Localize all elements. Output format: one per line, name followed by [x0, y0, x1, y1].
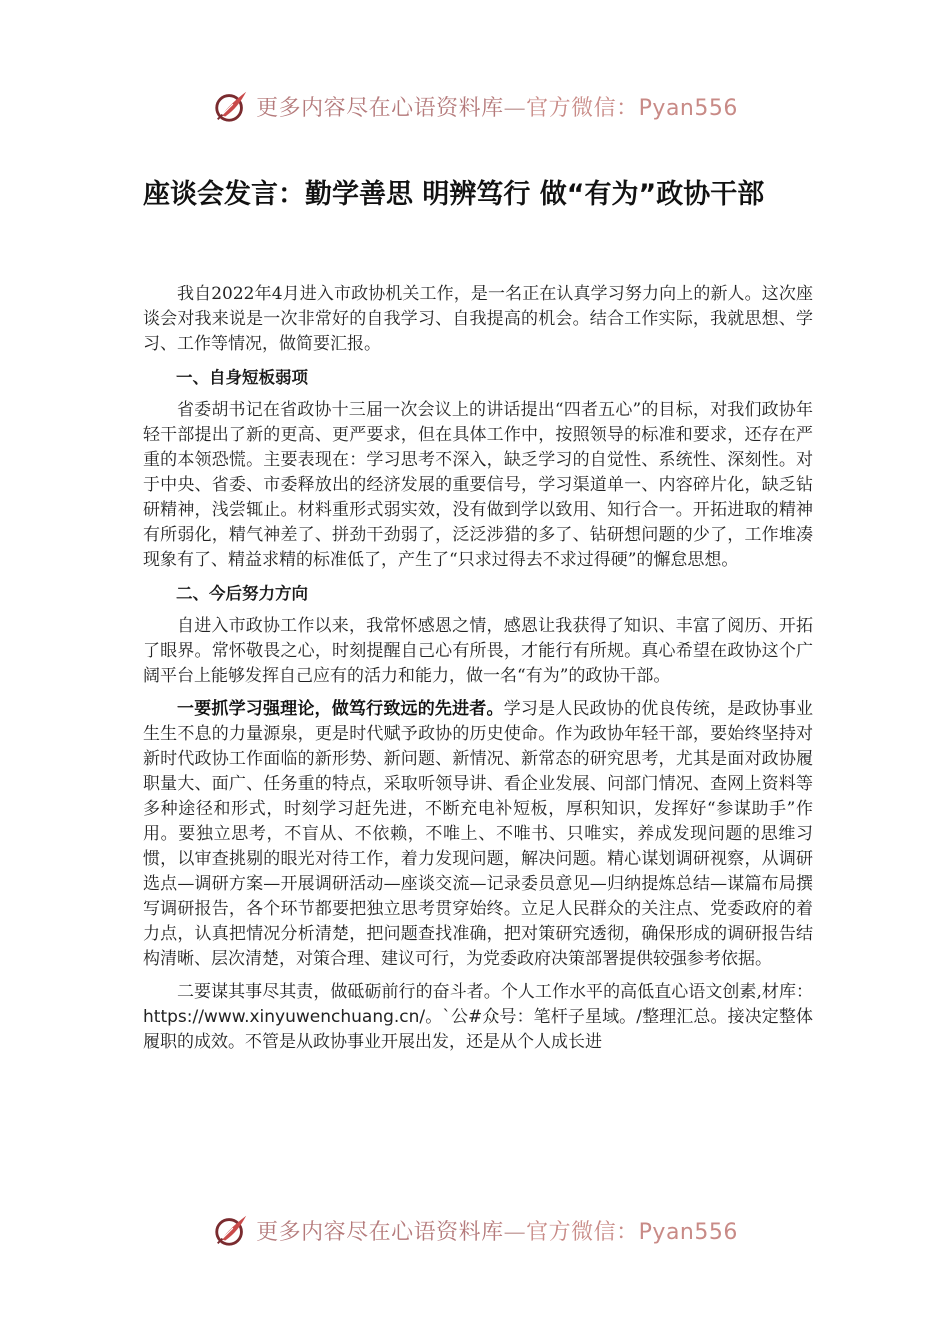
quill-pen-logo-icon: [212, 1211, 250, 1249]
point-one-paragraph: [143, 697, 813, 972]
watermark-wechat-id: Pyan556: [638, 1219, 738, 1245]
header-watermark-banner: [0, 84, 950, 128]
point-one-body: 学习是人民政协的优良传统，是政协事业生生不息的力量源泉，更是时代赋予政协的历史使命。作为政协年轻干部，要始终坚持对新时代政协工作面临的新形势、新问题、新情况、新常态的研究思考，尤其是面对政协履职量大、面广、任务重的特点，采取听领导讲、看企业发展、问部门情况、查网上资料等多种途径和形式，时刻学习赶先进，不断充电补短板，厚积知识，发挥好“参谋助手”作用。要独立思考，不盲从、不依赖，不唯上、不唯书、只唯实，养成发现问题的思维习惯，以审查挑剔的眼光对待工作，着力发现问题，解决问题。精心谋划调研视察，从调研选点—调研方案—开展调研活动—座谈交流—记录委员意见—归纳提炼总结—谋篇布局撰写调研报告，各个环节都要把独立思考贯穿始终。立足人民群众的关注点、党委政府的着力点，认真把情况分析清楚，把问题查找准确，把对策研究透彻，确保形成的调研报告结构清晰、层次清楚，对策合理、建议可行，为党委政府决策部署提供较强参考依据。: [143, 699, 814, 969]
watermark-text: [256, 91, 738, 122]
weaknesses-paragraph: 省委胡书记在省政协十三届一次会议上的讲话提出“四者五心”的目标，对我们政协年轻干部提出了新的更高、更严要求，但在具体工作中，按照领导的标准和要求，还存在严重的本领恐慌。主要表现在：学习思考不深入，缺乏学习的自觉性、系统性、深刻性。对于中央、省委、市委释放出的经济发展的重要信号，学习渠道单一、内容碎片化，缺乏钻研精神，浅尝辄止。材料重形式弱实效，没有做到学以致用、知行合一。开拓进取的精神有所弱化，精气神差了、拼劲干劲弱了，泛泛涉猎的多了、钻研想问题的少了，工作堆凑现象有了、精益求精的标准低了，产生了“只求过得去不求过得硬”的懈怠思想。: [143, 400, 813, 570]
point-two-url: https://www.xinyuwenchuang.cn/: [143, 1007, 426, 1027]
watermark-brand: 更多内容尽在心语资料库: [256, 1219, 504, 1245]
document-body: [143, 282, 813, 1063]
watermark-separator: —: [503, 95, 527, 121]
future-efforts-paragraph: 自进入市政协工作以来，我常怀感恩之情，感恩让我获得了知识、丰富了阅历、开拓了眼界。常怀敬畏之心，时刻提醒自己心有所畏，才能行有所规。真心希望在政协这个广阔平台上能够发挥自己应有的活力和能力，做一名“有为”的政协干部。: [143, 616, 813, 686]
watermark-text: [256, 1215, 738, 1246]
watermark-separator: —: [503, 1219, 527, 1245]
page-title: 座谈会发言：勤学善思 明辨笃行 做“有为”政协干部: [143, 179, 765, 210]
watermark-brand: 更多内容尽在心语资料库: [256, 95, 504, 121]
section-heading-weaknesses: 一、自身短板弱项: [176, 368, 308, 387]
section-heading-future-efforts: 二、今后努力方向: [176, 584, 308, 603]
point-two-paragraph: [143, 980, 813, 1055]
intro-paragraph: 我自2022年4月进入市政协机关工作，是一名正在认真学习努力向上的新人。这次座谈会对我来说是一次非常好的自我学习、自我提高的机会。结合工作实际，我就思想、学习、工作等情况，做简要汇报。: [143, 284, 813, 354]
watermark-label: 官方微信：: [526, 95, 639, 121]
point-two-text-b: 。`公#众号：笔杆子星域。/整理汇总。接决定整体履职的成效。不管是从政协事业开展出发，还是从个人成长进: [143, 1007, 813, 1052]
watermark-wechat-id: Pyan556: [638, 95, 738, 121]
point-two-text-a: 二要谋其事尽其责，做砥砺前行的奋斗者。个人工作水平的高低直心语文创素,材库：: [177, 982, 813, 1002]
watermark-label: 官方微信：: [526, 1219, 639, 1245]
footer-watermark-banner: [0, 1208, 950, 1252]
quill-pen-logo-icon: [212, 87, 250, 125]
point-one-lead: 一要抓学习强理论，做笃行致远的先进者。: [177, 699, 504, 719]
